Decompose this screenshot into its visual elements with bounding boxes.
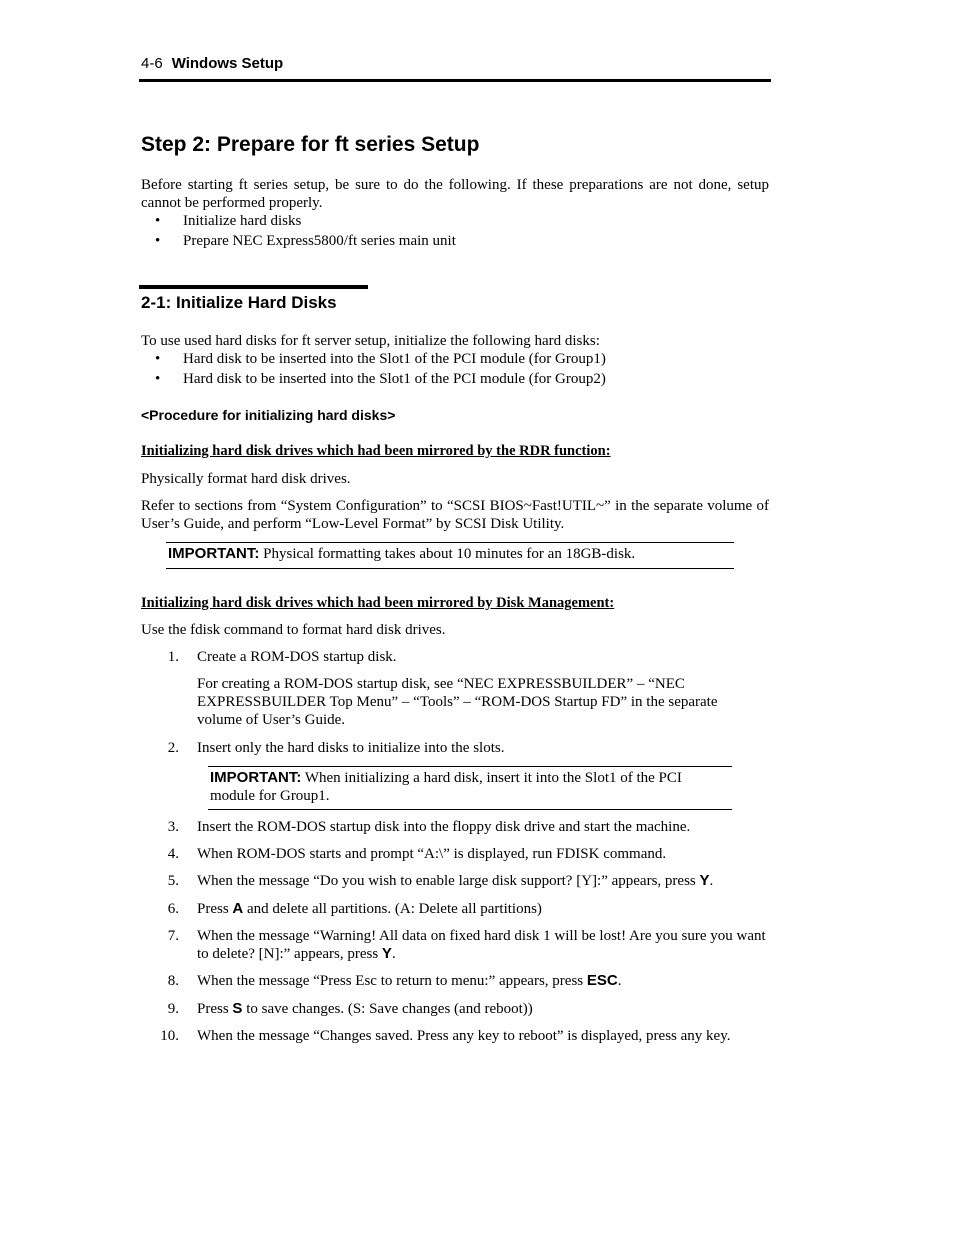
step-text: Insert the ROM-DOS startup disk into the floppy disk drive and start the machine. — [197, 819, 691, 835]
list-item: • Hard disk to be inserted into the Slot1 of the PCI module (for Group1) — [141, 350, 769, 370]
rdr-paragraph-2: Refer to sections from “System Configuration” to “SCSI BIOS~Fast!UTIL~” in the separate volume of User’s Guide, and perform “Low-Level Format” by SCSI Disk Utility. — [141, 498, 769, 532]
running-header — [141, 55, 771, 72]
step2-intro: Before starting ft series setup, be sure to do the following. If these preparations are not done, setup cannot be performed properly. — [141, 177, 769, 211]
section-rule — [139, 285, 368, 289]
important-text: When initializing a hard disk, insert it into the Slot1 of the PCI module for Group1. — [210, 770, 682, 804]
list-item: • Hard disk to be inserted into the Slot1 of the PCI module (for Group2) — [141, 370, 769, 390]
dm-paragraph-1: Use the fdisk command to format hard disk drives. — [141, 622, 446, 638]
step-text: Press A and delete all partitions. (A: Delete all partitions) — [197, 900, 542, 917]
header-rule — [139, 79, 771, 82]
rdr-heading: Initializing hard disk drives which had been mirrored by the RDR function: — [141, 443, 611, 459]
key-label: S — [232, 1000, 243, 1017]
step-number: 1. — [167, 649, 179, 665]
step2-bullet-list — [141, 212, 769, 251]
rdr-important-box — [166, 542, 734, 569]
key-label: ESC — [586, 972, 618, 989]
step-number: 10. — [160, 1028, 179, 1044]
step-text: Press S to save changes. (S: Save changes (and reboot)) — [197, 1000, 533, 1017]
step-number: 8. — [167, 973, 179, 989]
important-label: IMPORTANT: — [210, 769, 302, 786]
important-label: IMPORTANT: — [168, 545, 260, 562]
step-number: 3. — [167, 819, 179, 835]
section21-title: 2-1: Initialize Hard Disks — [141, 293, 337, 312]
step-text: When ROM-DOS starts and prompt “A:\” is displayed, run FDISK command. — [197, 846, 667, 862]
dm-heading: Initializing hard disk drives which had been mirrored by Disk Management: — [141, 595, 615, 611]
section21-intro: To use used hard disks for ft server setup, initialize the following hard disks: — [141, 333, 600, 349]
key-label: Y — [381, 945, 392, 962]
list-item: • Prepare NEC Express5800/ft series main unit — [141, 232, 769, 252]
step2-title: Step 2: Prepare for ft series Setup — [141, 133, 480, 156]
step-text: When the message “Press Esc to return to menu:” appears, press ESC. — [197, 972, 622, 989]
step-number: 7. — [167, 928, 179, 944]
chapter-title: Windows Setup — [171, 55, 284, 72]
step-number: 9. — [167, 1001, 179, 1017]
key-label: A — [232, 900, 244, 917]
important-text: Physical formatting takes about 10 minutes for an 18GB-disk. — [259, 546, 636, 562]
step-text: Create a ROM-DOS startup disk. — [197, 649, 397, 665]
step-text: Insert only the hard disks to initialize into the slots. — [197, 740, 505, 756]
list-item: • Initialize hard disks — [141, 212, 769, 232]
key-label: Y — [699, 872, 710, 889]
step-number: 6. — [167, 901, 179, 917]
step-text: When the message “Changes saved. Press any key to reboot” is displayed, press any key. — [197, 1028, 731, 1044]
rdr-paragraph-1: Physically format hard disk drives. — [141, 471, 351, 487]
section21-bullet-list — [141, 350, 769, 389]
step-number: 4. — [167, 846, 179, 862]
page-number: 4-6 — [141, 55, 163, 72]
step-text: When the message “Warning! All data on fixed hard disk 1 will be lost! Are you sure you want to delete? [N]:” appears, press Y. — [197, 928, 766, 962]
step-number: 5. — [167, 873, 179, 889]
step1-note: For creating a ROM-DOS startup disk, see “NEC EXPRESSBUILDER” – “NEC EXPRESSBUILDER Top Menu” – “Tools” – “ROM-DOS Startup FD” in the separate volume of User’s Guide. — [197, 676, 718, 728]
dm-important-box — [208, 766, 732, 810]
step-text: When the message “Do you wish to enable large disk support? [Y]:” appears, press Y. — [197, 872, 714, 889]
step-number: 2. — [167, 740, 179, 756]
procedure-heading: <Procedure for initializing hard disks> — [141, 407, 396, 423]
